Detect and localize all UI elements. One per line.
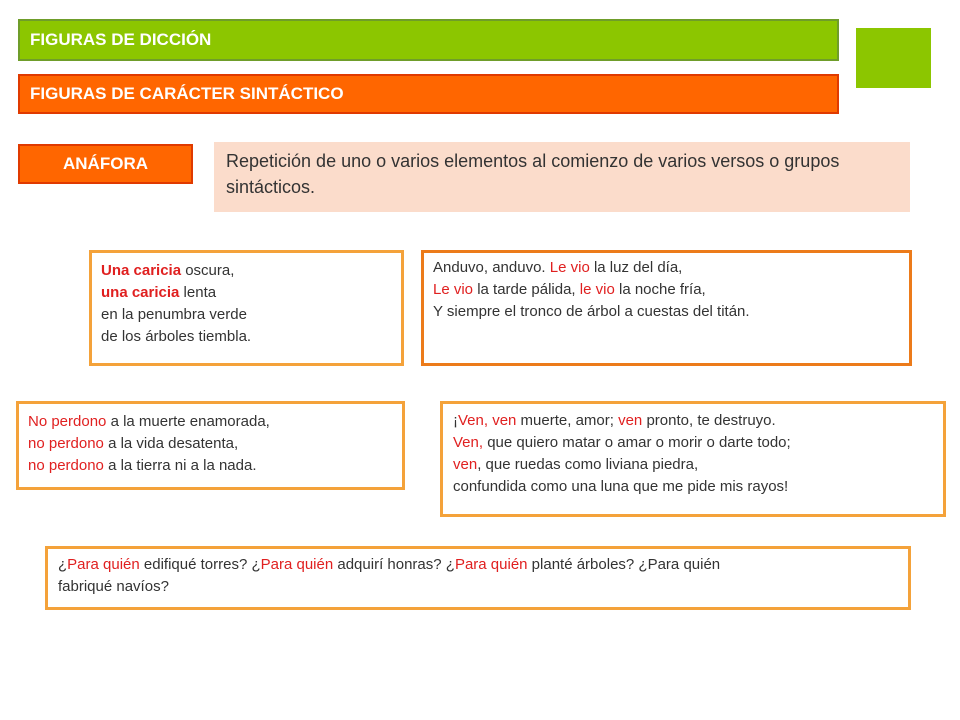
verse-line [101, 304, 392, 326]
anaphora-highlight: le vio [579, 281, 615, 298]
verse-text: a la tierra ni a la nada. [103, 457, 257, 474]
definition-box [214, 142, 910, 212]
verse-line [101, 282, 392, 304]
verse-line [453, 410, 933, 432]
verse-text: ¡ [453, 412, 458, 429]
section-title: FIGURAS DE DICCIÓN [30, 30, 212, 49]
anaphora-highlight: Una caricia [101, 262, 182, 279]
verse-text: oscura, [181, 262, 235, 279]
anaphora-highlight: no perdono [28, 457, 104, 474]
verse-text: adquirí honras? ¿ [333, 556, 455, 573]
verse-line [433, 301, 900, 323]
verse-text: la luz del día, [589, 259, 683, 276]
verse-text: ¿ [58, 556, 68, 573]
verse-text: Y siempre el tronco de árbol a cuestas del titán. [433, 303, 750, 320]
verse-line [433, 279, 900, 301]
anaphora-highlight: Ven, ven [458, 412, 517, 429]
anaphora-highlight: ven [453, 456, 478, 473]
verse-text: planté árboles? ¿Para quién [527, 556, 721, 573]
subsection-title: FIGURAS DE CARÁCTER SINTÁCTICO [30, 84, 344, 103]
verse-line [28, 455, 393, 477]
anaphora-highlight: Para quién [67, 556, 140, 573]
anaphora-highlight: Para quién [454, 556, 528, 573]
verse-text: la noche fría, [614, 281, 706, 298]
verse-text: de los árboles tiembla. [101, 328, 252, 345]
figure-name: ANÁFORA [63, 154, 148, 173]
anaphora-highlight: Le vio [549, 259, 590, 276]
anaphora-highlight: Para quién [260, 556, 334, 573]
section-title-bar [18, 19, 839, 61]
verse-line [58, 554, 898, 576]
verse-text: confundida como una luna que me pide mis rayos! [453, 478, 789, 495]
verse-text: a la vida desatenta, [103, 435, 239, 452]
verse-text: la tarde pálida, [473, 281, 580, 298]
verse-line [28, 433, 393, 455]
accent-square [856, 28, 931, 88]
verse-text: fabriqué navíos? [58, 578, 169, 595]
anaphora-highlight: Le vio [433, 281, 474, 298]
example-box [440, 401, 946, 517]
anaphora-highlight: Ven, [453, 434, 484, 451]
anaphora-highlight: ven [618, 412, 643, 429]
verse-line [453, 454, 933, 476]
verse-text: que quiero matar o amar o morir o darte todo; [483, 434, 791, 451]
verse-text: a la muerte enamorada, [106, 413, 270, 430]
example-box [421, 250, 912, 366]
verse-text: muerte, amor; [516, 412, 619, 429]
verse-text: lenta [179, 284, 217, 301]
subsection-title-bar [18, 74, 839, 114]
definition-text: Repetición de uno o varios elementos al comienzo de varios versos o grupos sintácticos. [226, 151, 840, 197]
verse-line [58, 576, 898, 598]
verse-text: edifiqué torres? ¿ [139, 556, 261, 573]
verse-text: Anduvo, anduvo. [433, 259, 550, 276]
anaphora-highlight: no perdono [28, 435, 104, 452]
verse-line [101, 326, 392, 348]
verse-text: pronto, te destruyo. [642, 412, 776, 429]
verse-line [453, 432, 933, 454]
verse-text: en la penumbra verde [101, 306, 247, 323]
anaphora-highlight: No perdono [28, 413, 107, 430]
verse-line [433, 257, 900, 279]
anaphora-highlight: una caricia [101, 284, 180, 301]
verse-line [101, 260, 392, 282]
verse-line [28, 411, 393, 433]
verse-text: , que ruedas como liviana piedra, [477, 456, 699, 473]
example-box [45, 546, 911, 610]
verse-line [453, 476, 933, 498]
example-box [89, 250, 404, 366]
example-box [16, 401, 405, 490]
figure-tag [18, 144, 193, 184]
